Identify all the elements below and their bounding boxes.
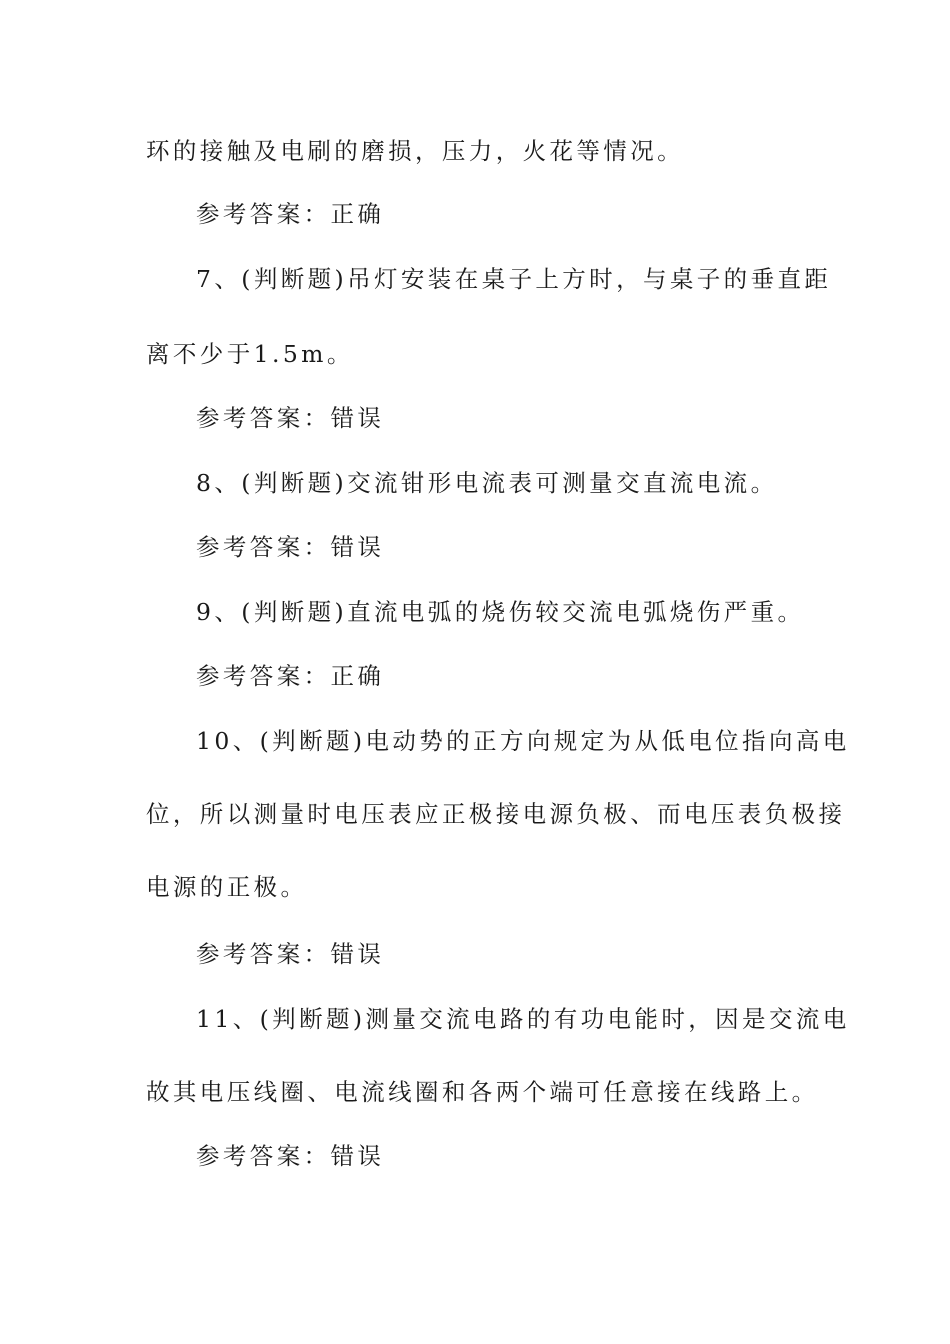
question-10-line-1: 10、(判断题)电动势的正方向规定为从低电位指向高电 <box>196 727 850 755</box>
answer-11: 参考答案：错误 <box>196 1142 385 1170</box>
answer-7: 参考答案：错误 <box>196 404 385 432</box>
question-11-line-2: 故其电压线圈、电流线圈和各两个端可任意接在线路上。 <box>146 1078 819 1106</box>
question-10-line-3: 电源的正极。 <box>146 873 308 901</box>
question-6-continuation-line: 环的接触及电刷的磨损，压力，火花等情况。 <box>146 137 684 165</box>
answer-8: 参考答案：错误 <box>196 533 385 561</box>
question-10-line-2: 位，所以测量时电压表应正极接电源负极、而电压表负极接 <box>146 800 846 828</box>
question-7-line-1: 7、(判断题)吊灯安装在桌子上方时，与桌子的垂直距 <box>196 265 832 293</box>
answer-6: 参考答案：正确 <box>196 200 385 228</box>
question-7-line-2: 离不少于1.5m。 <box>146 340 354 368</box>
answer-9: 参考答案：正确 <box>196 662 385 690</box>
answer-10: 参考答案：错误 <box>196 940 385 968</box>
question-8: 8、(判断题)交流钳形电流表可测量交直流电流。 <box>196 469 778 497</box>
question-11-line-1: 11、(判断题)测量交流电路的有功电能时，因是交流电 <box>196 1005 850 1033</box>
question-9: 9、(判断题)直流电弧的烧伤较交流电弧烧伤严重。 <box>196 598 805 626</box>
